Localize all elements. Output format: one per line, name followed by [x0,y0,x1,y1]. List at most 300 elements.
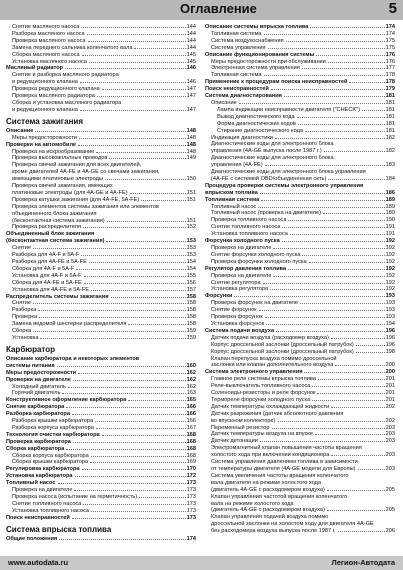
toc-entry[interactable] [6,169,196,176]
dot-leader [327,510,385,511]
toc-entry-title: Реле-выключатель топливного насоса [211,383,311,390]
toc-entry[interactable] [205,121,395,128]
dot-leader [106,241,185,242]
toc-entry[interactable] [205,183,395,190]
toc-entry-title: Сборка карбюратора [6,445,65,452]
toc-entry[interactable] [6,65,196,72]
toc-entry[interactable] [205,245,395,252]
toc-entry-page: 182 [385,148,395,155]
toc-entry[interactable] [205,231,395,238]
toc-entry[interactable] [6,100,196,107]
toc-entry-title: Поиск неисправностей [6,514,70,521]
toc-entry-page: 176 [385,58,395,65]
toc-entry-title: Проверка карбюратора [6,438,71,445]
toc-entry-page: 198 [385,348,395,355]
toc-entry-page: 173 [186,487,196,494]
toc-entry[interactable] [6,328,196,335]
toc-entry[interactable] [6,197,196,204]
toc-entry-page: 203 [385,431,395,438]
toc-entry[interactable] [6,294,196,301]
dot-leader [84,276,186,277]
toc-entry-title: (бесконтактная система зажигания) [12,217,105,224]
toc-entry[interactable] [205,293,395,300]
toc-entry[interactable] [6,356,196,363]
toc-entry[interactable] [205,480,395,487]
dot-leader [72,414,186,415]
dot-leader [331,338,385,339]
toc-entry-title: Общие положения [6,535,58,542]
toc-entry-title: Проверка свечей зажигания, имеющих [12,183,113,190]
toc-entry[interactable] [205,217,395,224]
toc-entry-title: Проверка масляного насоса [12,37,86,44]
dot-leader [96,152,185,153]
toc-entry-page: 200 [385,362,395,369]
toc-entry[interactable] [205,266,395,273]
toc-entry-page: 184 [385,175,395,182]
dot-leader [83,504,185,505]
dot-leader [239,103,385,104]
toc-entry[interactable] [205,314,395,321]
toc-entry[interactable] [6,176,196,183]
toc-entry[interactable] [6,211,196,218]
toc-entry[interactable] [6,508,196,515]
toc-entry-title: Снятие форсунок [211,307,257,314]
toc-entry[interactable] [205,349,395,356]
toc-entry[interactable] [6,536,196,543]
toc-entry-title: Лампа индикации неисправности двигателя ("CHECK") [217,106,361,113]
toc-entry-title: Проверка катушки зажигания (для 4A-FE, 5A-FE) [12,196,140,203]
dot-leader [264,75,385,76]
toc-entry-page: 205 [385,507,395,514]
dot-leader [284,96,385,97]
toc-entry[interactable] [205,431,395,438]
toc-entry[interactable] [205,487,395,494]
toc-entry[interactable] [205,466,395,473]
toc-entry[interactable] [205,148,395,155]
footer-publisher: Легион-Автодата [331,558,395,567]
toc-entry[interactable] [6,494,196,501]
toc-entry-title: Установка регулятора [211,286,269,293]
toc-entry-page: 190 [385,217,395,224]
toc-entry[interactable] [6,190,196,197]
toc-entry-title: Топливный насос [211,203,257,210]
toc-entry[interactable] [6,515,196,522]
dot-leader [38,310,185,311]
toc-entry-page: 166 [186,411,196,418]
toc-entry-title: Сборка [12,328,32,335]
toc-entry[interactable] [205,342,395,349]
dot-leader [73,380,186,381]
toc-entry-page: 189 [385,196,395,203]
toc-entry[interactable] [205,335,395,342]
dot-leader [111,297,186,298]
toc-entry[interactable] [205,224,395,231]
toc-entry[interactable] [6,86,196,93]
toc-entry-page: 153 [186,245,196,252]
toc-entry-page: 186 [385,189,395,196]
toc-entry[interactable] [205,501,395,508]
toc-entry[interactable] [205,397,395,404]
toc-entry-title: Датчик температуры охлаждающей жидкости [211,403,330,410]
toc-entry-page: 174 [385,24,395,30]
toc-entry[interactable] [6,204,196,211]
toc-entry[interactable] [6,425,196,432]
toc-entry-page: 162 [186,383,196,390]
toc-entry[interactable] [6,300,196,307]
toc-entry[interactable] [205,521,395,528]
toc-entry-title: Вывод диагностического кода [217,113,295,120]
page-title: Оглавление [180,1,257,16]
toc-entry[interactable] [6,183,196,190]
dot-leader [73,442,186,443]
toc-entry[interactable] [205,418,395,425]
dot-leader [65,68,186,69]
dot-leader [89,262,186,263]
toc-entry[interactable] [205,162,395,169]
toc-entry[interactable] [205,356,395,363]
toc-entry-page: 176 [385,51,395,58]
toc-entry[interactable] [205,376,395,383]
toc-entry-title: Форма диагностических кодов [217,120,296,127]
toc-entry-title: Система управления давлением топлива в зависимости [211,459,358,466]
toc-entry-title: Распределитель системы зажигания [6,293,109,300]
dot-leader [102,435,186,436]
toc-entry[interactable] [205,107,395,114]
toc-entry-title: Установка масляного насоса [12,58,87,65]
toc-entry-page: 202 [385,403,395,410]
toc-entry[interactable] [6,335,196,342]
toc-entry-title: Сборка для 4A-FE и 5A-FE [12,279,82,286]
dot-leader [84,283,186,284]
dot-leader [82,469,186,470]
toc-entry[interactable] [205,141,395,148]
toc-entry[interactable] [205,390,395,397]
toc-entry[interactable] [205,321,395,328]
toc-entry[interactable] [205,452,395,459]
toc-entry[interactable] [6,418,196,425]
toc-entry-title: Топливная система [205,196,260,203]
toc-entry[interactable] [205,328,395,335]
toc-entry-title: Разборка карбюратора [6,411,70,418]
dot-leader [273,248,384,249]
dot-leader [81,255,185,256]
toc-entry[interactable] [6,273,196,280]
toc-entry[interactable] [205,59,395,66]
toc-entry-page: 183 [385,162,395,169]
toc-entry-title: Меры предосторожности при обслуживании [211,58,326,65]
toc-entry-title: Снятие [12,300,31,307]
dot-leader [331,455,384,456]
toc-entry[interactable] [205,114,395,121]
toc-entry[interactable] [6,238,196,245]
toc-entry-title: дроссельной заслонки на холостом ходу для двигателя 4A-GE [211,521,374,528]
toc-entry-title: Топливная система [211,30,262,37]
toc-entry-title: Корпус дроссельной заслонки (дроссельный патрубок) [211,348,354,355]
toc-entry[interactable] [6,480,196,487]
toc-entry-title: Проверка распределителя [12,224,82,231]
toc-entry[interactable] [205,52,395,59]
toc-entry[interactable] [6,446,196,453]
toc-entry-title: Разборка крышки карбюратора [12,418,94,425]
toc-entry-title: Снятие масляного насоса [12,24,80,30]
toc-entry-page: 203 [385,452,395,459]
toc-entry-page: 147 [186,86,196,93]
toc-entry-page: 145 [186,51,196,58]
header-bar [0,0,403,20]
toc-entry[interactable] [6,142,196,149]
toc-entry[interactable] [205,128,395,135]
toc-entry[interactable] [205,528,395,535]
toc-entry-page: 192 [385,251,395,258]
dot-leader [258,207,384,208]
toc-entry[interactable] [205,280,395,287]
toc-entry[interactable] [205,473,395,480]
toc-entry-page: 202 [385,417,395,424]
dot-leader [259,310,385,311]
dot-leader [78,145,186,146]
toc-entry-title: Датчик подачи воздуха (расходомер воздуха) [211,334,329,341]
toc-entry-page: 144 [186,30,196,37]
dot-leader [234,296,384,297]
toc-entry-page: 203 [385,466,395,472]
toc-entry-page: 201 [385,396,395,403]
toc-entry-page: 146 [186,65,196,72]
toc-entry-page: 206 [385,528,395,535]
toc-entry-title: Разборка для 4A-FE и 5A-FE [12,259,87,265]
toc-entry-title: (4A-FE с системой OBD/объединенная сеть) [211,175,327,182]
toc-entry[interactable] [6,107,196,114]
toc-entry[interactable] [6,93,196,100]
toc-entry-page: 154 [186,259,196,265]
toc-entry-page: 144 [186,37,196,44]
toc-entry[interactable] [6,266,196,273]
toc-entry-title: Проверка высоковольтных проводов [12,155,108,162]
toc-entry[interactable] [6,487,196,494]
toc-entry[interactable] [205,93,395,100]
dot-leader [327,490,385,491]
toc-entry[interactable] [205,155,395,162]
toc-entry-title: Замена ведомой шестерни распределителя [12,321,127,328]
toc-entry[interactable] [6,321,196,328]
toc-entry-title: Система воздухоснабжения [211,37,284,44]
toc-entry-title: Проверка форсунок на двигателе [211,300,299,307]
toc-entry-title: Меры предосторожности [6,369,77,376]
dot-leader [358,469,385,470]
dot-leader [91,290,186,291]
toc-entry-page: 196 [385,327,395,334]
toc-entry[interactable] [6,370,196,377]
toc-entry-page: 155 [186,272,196,279]
toc-entry-page: 201 [385,376,395,383]
toc-entry[interactable] [6,79,196,86]
toc-entry[interactable] [205,190,395,197]
toc-entry-title: Проверка [12,314,38,321]
toc-entry-title: (двигатель 4A-GE с расходомером воздуха) [211,507,325,514]
dot-leader [260,193,385,194]
toc-entry-page: 167 [186,424,196,431]
toc-entry[interactable] [6,363,196,370]
toc-entry-title: Датчик детонации [211,438,258,445]
toc-entry[interactable] [6,135,196,142]
dot-leader [128,400,185,401]
toc-entry-title: (бесконтактная система зажигания) [6,238,105,245]
toc-entry-page: 173 [186,500,196,507]
toc-entry[interactable] [6,128,196,135]
toc-entry-page: 169 [186,459,196,466]
toc-entry-title: вала на режиме холостого хода [211,500,294,507]
dot-leader [263,283,385,284]
toc-entry-page: 153 [186,252,196,259]
toc-entry[interactable] [6,24,196,31]
toc-entry-title: Снятие форсунки холодного пуска [211,251,301,258]
toc-entry[interactable] [205,238,395,245]
toc-entry[interactable] [6,149,196,156]
toc-entry[interactable] [205,38,395,45]
toc-entry[interactable] [6,245,196,252]
toc-entry[interactable] [6,501,196,508]
toc-entry[interactable] [205,383,395,390]
toc-entry[interactable] [205,210,395,217]
toc-entry-page: 192 [385,272,395,279]
toc-entry[interactable] [205,65,395,72]
toc-entry-page: 181 [385,106,395,113]
toc-entry[interactable] [6,377,196,384]
toc-entry[interactable] [6,432,196,439]
toc-entry-title: Горячий двигатель [12,390,61,397]
toc-entry-page: 144 [186,44,196,51]
toc-entry[interactable] [6,52,196,59]
toc-entry-page: 160 [186,362,196,369]
toc-entry[interactable] [6,411,196,418]
toc-entry-title: Проверка свечей зажигания для всех двигателей, [12,162,142,169]
toc-entry[interactable] [6,218,196,225]
dot-leader [302,255,384,256]
toc-entry-page: 158 [186,321,196,328]
section-heading: Система впрыска топлива [6,524,112,534]
toc-entry-title: Сборка крышки карбюратора [12,459,89,466]
toc-entry[interactable] [205,135,395,142]
dot-leader [33,331,186,332]
dot-leader [302,68,385,69]
toc-entry[interactable] [205,307,395,314]
toc-entry-page: 149 [186,155,196,162]
toc-entry-page: 179 [385,86,395,93]
toc-entry[interactable] [205,100,395,107]
toc-entry-page: 148 [186,141,196,148]
toc-entry-title: Установка [12,334,39,341]
toc-entry[interactable] [205,197,395,204]
toc-entry-title: Проверка на искрообразование [12,148,95,155]
toc-entry[interactable] [205,252,395,259]
toc-entry-title: Установка карбюратора [6,473,73,480]
toc-entry[interactable] [205,362,395,369]
toc-entry[interactable] [6,31,196,38]
dot-leader [305,131,385,132]
toc-entry[interactable] [6,287,196,294]
toc-entry[interactable] [205,369,395,376]
toc-entry-title: Форсунки [205,293,233,300]
toc-entry[interactable] [205,494,395,501]
toc-entry-page: 203 [385,424,395,431]
toc-entry[interactable] [205,45,395,52]
toc-entry-title: Термореле форсунки холодного пуска [211,396,311,403]
toc-entry-title: Установка топливного насоса [12,507,89,514]
dot-leader [105,179,186,180]
dot-leader [66,449,185,450]
toc-entry-page: 173 [186,514,196,521]
toc-entry[interactable] [6,439,196,446]
dot-leader [298,124,385,125]
toc-entry-title: Установка топливного насоса [211,231,288,238]
toc-entry[interactable] [6,259,196,266]
toc-entry-page: 148 [186,134,196,141]
dot-leader [282,227,384,228]
toc-entry[interactable] [205,273,395,280]
dot-leader [335,365,384,366]
toc-entry-title: платиновые электроды (для 4A-GE и 4A-FE) [12,189,128,196]
dot-leader [75,476,186,477]
toc-entry-page: 165 [186,397,196,404]
toc-entry-page: 158 [186,300,196,307]
toc-entry-page: 181 [385,99,395,106]
toc-entry[interactable] [6,453,196,460]
dot-leader [356,345,385,346]
toc-entry-title: Снятие карбюратора [6,404,65,411]
toc-entry-title: Снятие и разборка масляного радиатора [12,72,119,79]
dot-leader [141,200,185,201]
toc-entry[interactable] [205,286,395,293]
toc-entry[interactable] [205,411,395,418]
toc-entry[interactable] [6,38,196,45]
toc-entry[interactable] [205,24,395,31]
toc-entry-title: Система увеличения частоты вращения коленчатого [211,472,349,479]
toc-entry[interactable] [205,31,395,38]
toc-entry-page: 192 [385,245,395,251]
toc-entry[interactable] [6,280,196,287]
toc-entry[interactable] [205,259,395,266]
toc-entry-title: впрыском топлива [205,189,258,196]
toc-entry-page: 196 [385,334,395,341]
toc-entry[interactable] [205,86,395,93]
dot-leader [139,497,185,498]
toc-entry[interactable] [205,176,395,183]
toc-entry[interactable] [6,252,196,259]
toc-entry[interactable] [205,459,395,466]
toc-entry-title: Электромагнитный клапан повышения частоты вращения [211,445,362,452]
toc-entry-title: Проверки на автомобиле [6,141,77,148]
toc-entry[interactable] [205,445,395,452]
toc-entry[interactable] [6,72,196,79]
toc-entry-title: Форсунка холодного пуска [205,238,280,245]
dot-leader [309,262,385,263]
toc-entry[interactable] [205,169,395,176]
toc-entry-title: Сборка корпуса карбюратора [12,452,89,459]
toc-entry-page: 174 [186,535,196,542]
toc-entry-page: 201 [385,390,395,397]
toc-entry[interactable] [6,307,196,314]
toc-entry-page: 147 [186,106,196,113]
toc-entry-page: 158 [186,293,196,300]
toc-entry-page: 203 [385,438,395,445]
toc-entry[interactable] [205,300,395,307]
toc-entry-page: 205 [385,486,395,493]
toc-entry-title: (двигатель 4A-GE с расходомером воздуха) [211,486,325,493]
toc-entry[interactable] [205,404,395,411]
toc-entry[interactable] [6,45,196,52]
toc-entry-title: Установка для 4A-F и 5A-F [12,272,82,279]
toc-entry[interactable] [205,425,395,432]
dot-leader [324,151,385,152]
